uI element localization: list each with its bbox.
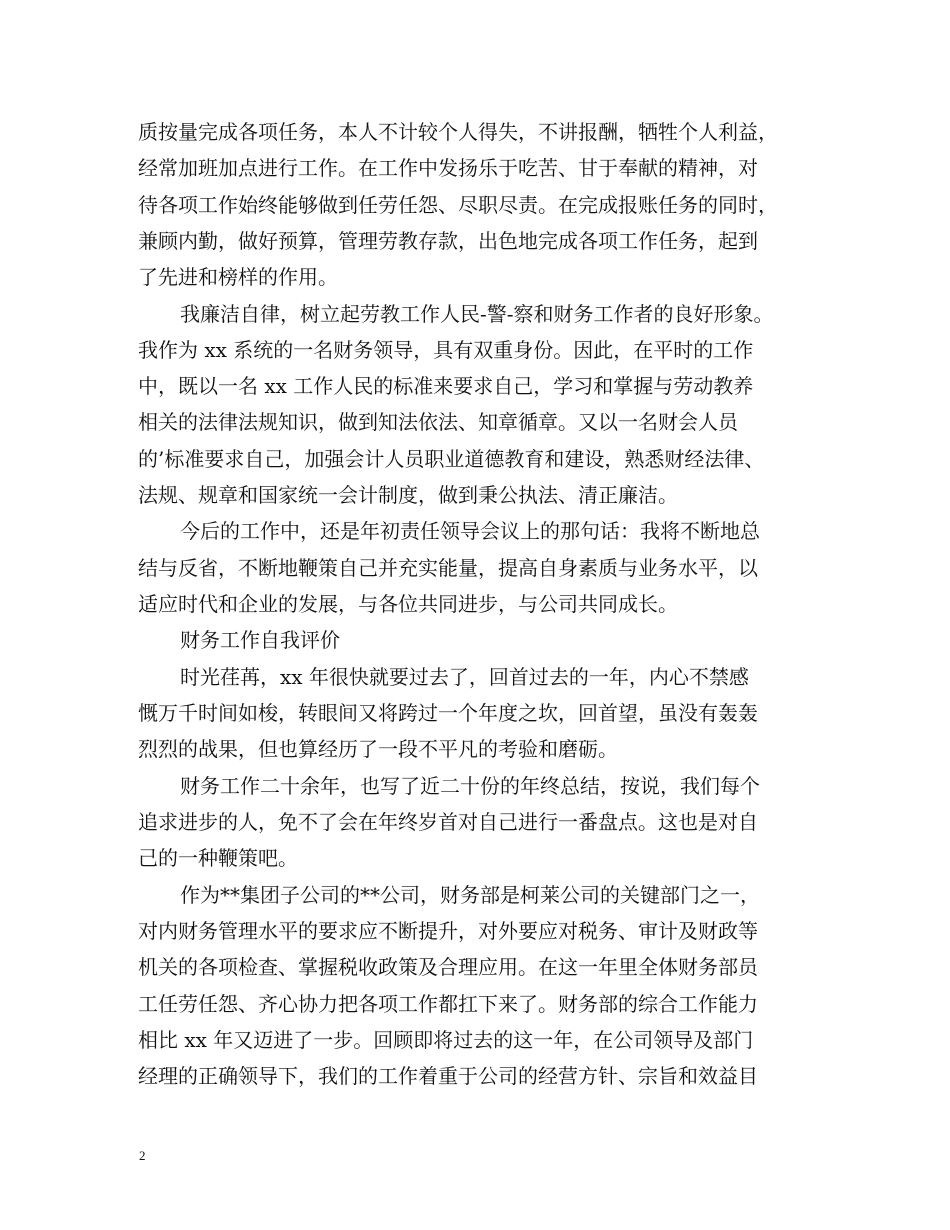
text-line: 中，既以一名 xx 工作人民的标准来要求自己，学习和掌握与劳动教养 — [138, 374, 754, 398]
text-line: 经理的正确领导下，我们的工作着重于公司的经营方针、宗旨和效益目 — [138, 1064, 758, 1088]
text-line: 相关的法律法规知识，做到知法依法、知章循章。又以一名财会人员 — [138, 410, 738, 434]
page-number: 2 — [139, 1148, 146, 1163]
text-line: 了先进和榜样的作用。 — [138, 265, 338, 289]
text-line: 我作为 xx 系统的一名财务领导，具有双重身份。因此，在平时的工作 — [138, 338, 754, 362]
text-line: 对内财务管理水平的要求应不断提升，对外要应对税务、审计及财政等 — [138, 919, 758, 943]
text-line: 结与反省，不断地鞭策自己并充实能量，提高自身素质与业务水平，以 — [138, 556, 758, 580]
paragraph-first-line: 作为**集团子公司的**公司，财务部是柯莱公司的关键部门之一， — [180, 883, 760, 907]
text-line: 工任劳任怨、齐心协力把各项工作都扛下来了。财务部的综合工作能力 — [138, 992, 758, 1016]
text-line: 经常加班加点进行工作。在工作中发扬乐于吃苦、甘于奉献的精神，对 — [138, 156, 758, 180]
text-line: 的’标准要求自己，加强会计人员职业道德教育和建设，熟悉财经法律、 — [138, 447, 765, 471]
text-line: 适应时代和企业的发展，与各位共同进步，与公司共同成长。 — [138, 592, 678, 616]
text-line: 相比 xx 年又迈进了一步。回顾即将过去的这一年，在公司领导及部门 — [138, 1028, 754, 1052]
text-line: 质按量完成各项任务，本人不计较个人得失，不讲报酬，牺牲个人利益， — [138, 120, 778, 144]
section-heading: 财务工作自我评价 — [180, 628, 340, 652]
text-line: 待各项工作始终能够做到任劳任怨、尽职尽责。在完成报账任务的同时， — [138, 193, 778, 217]
text-line: 追求进步的人，免不了会在年终岁首对自己进行一番盘点。这也是对自 — [138, 810, 758, 834]
paragraph-first-line: 时光荏苒，xx 年很快就要过去了，回首过去的一年，内心不禁感 — [180, 665, 749, 689]
paragraph-first-line: 财务工作二十余年，也写了近二十份的年终总结，按说，我们每个 — [180, 774, 760, 798]
text-line: 烈烈的战果，但也算经历了一段不平凡的考验和磨砺。 — [138, 737, 618, 761]
paragraph-first-line: 我廉洁自律，树立起劳教工作人民-警-察和财务工作者的良好形象。 — [180, 302, 774, 326]
paragraph-first-line: 今后的工作中，还是年初责任领导会议上的那句话：我将不断地总 — [180, 519, 760, 543]
text-line: 法规、规章和国家统一会计制度，做到秉公执法、清正廉洁。 — [138, 483, 678, 507]
text-line: 机关的各项检查、掌握税收政策及合理应用。在这一年里全体财务部员 — [138, 955, 758, 979]
text-line: 己的一种鞭策吧。 — [138, 846, 298, 870]
text-line: 慨万千时间如梭，转眼间又将跨过一个年度之坎，回首望，虽没有轰轰 — [138, 701, 758, 725]
text-line: 兼顾内勤，做好预算，管理劳教存款，出色地完成各项工作任务，起到 — [138, 229, 758, 253]
